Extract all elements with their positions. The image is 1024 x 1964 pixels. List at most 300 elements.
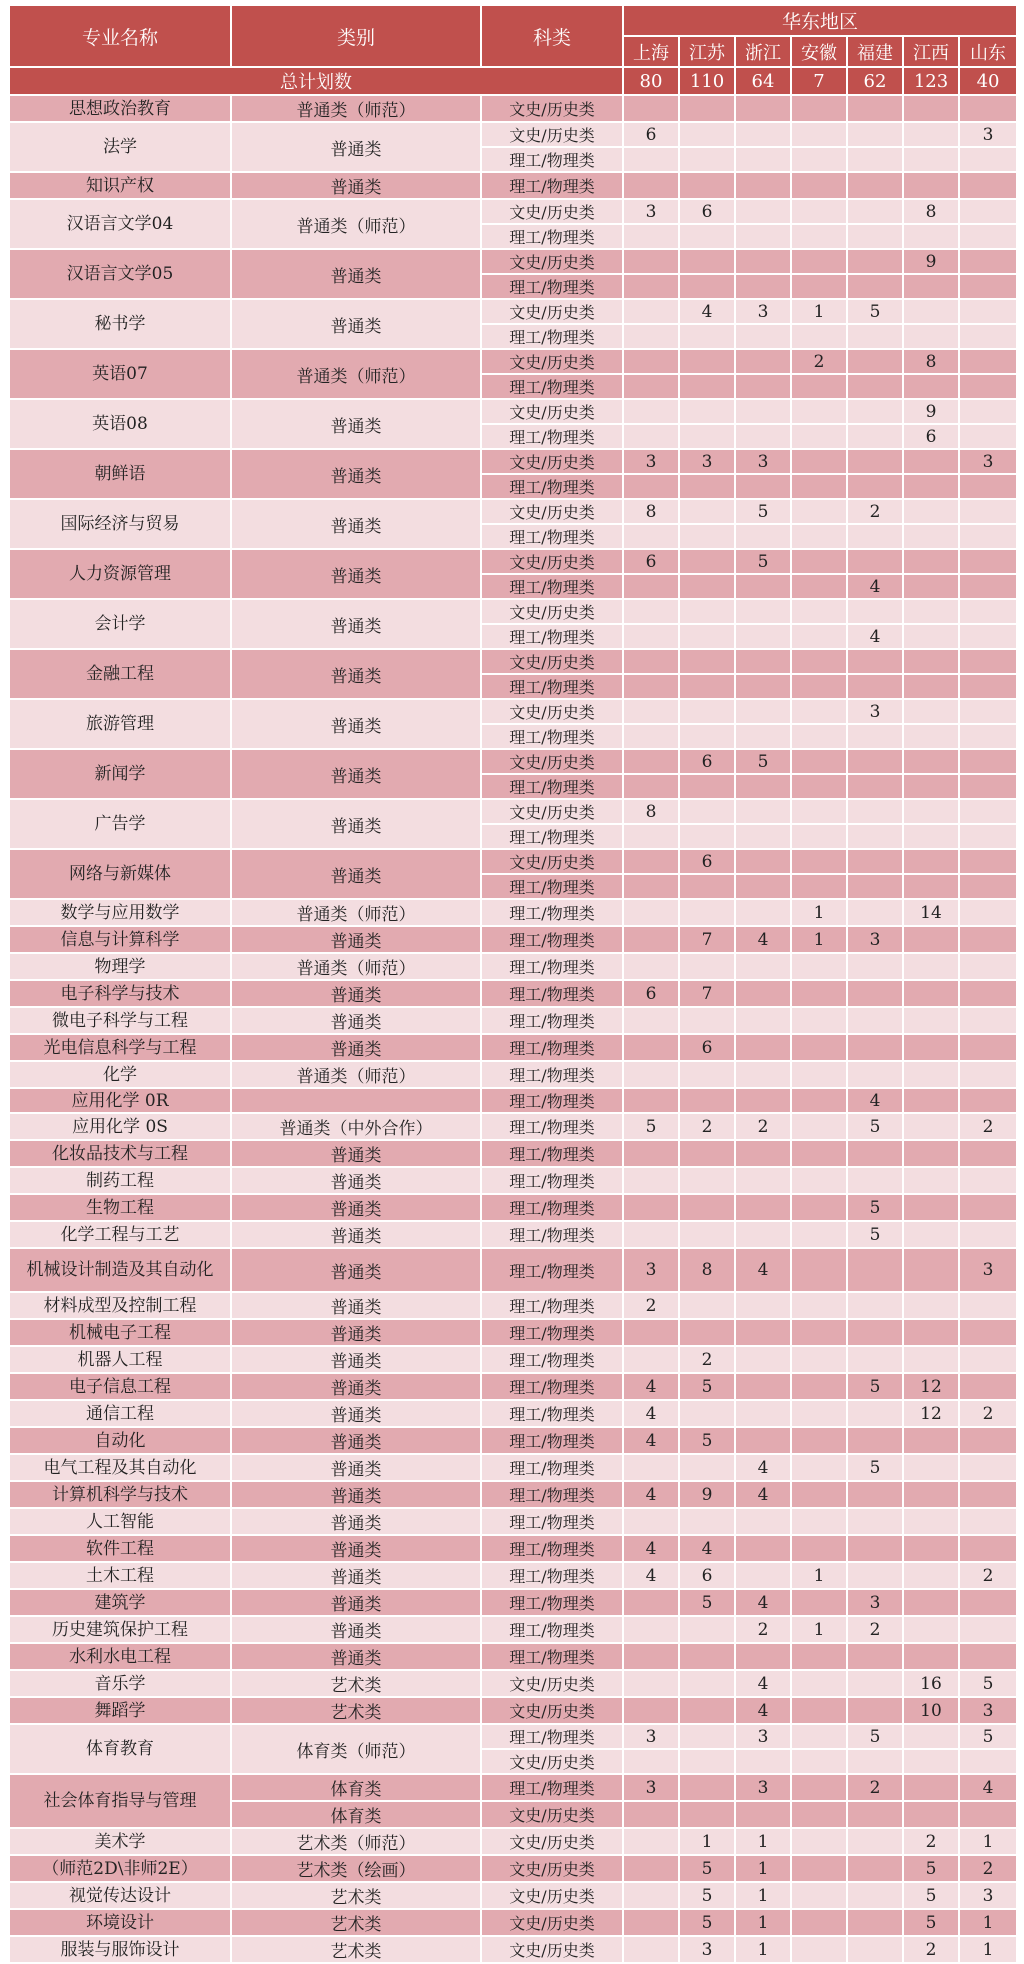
plan-count (679, 1724, 735, 1749)
plan-count (847, 774, 903, 799)
plan-count (679, 172, 735, 199)
plan-count (903, 1221, 959, 1248)
plan-count: 7 (679, 980, 735, 1007)
plan-count (623, 424, 679, 449)
plan-count (791, 147, 847, 172)
table-row (9, 1481, 1017, 1508)
plan-count (903, 849, 959, 874)
plan-count: 16 (903, 1670, 959, 1697)
table-row (9, 1292, 1017, 1319)
plan-count (791, 874, 847, 899)
table-row (9, 980, 1017, 1007)
plan-count (623, 274, 679, 299)
table-row (9, 926, 1017, 953)
plan-count (791, 1724, 847, 1749)
subject-category: 理工/物理类 (481, 1508, 623, 1535)
plan-count (959, 953, 1017, 980)
subject-category: 理工/物理类 (481, 1061, 623, 1088)
major-category: 普通类 (231, 499, 481, 549)
plan-count (623, 1007, 679, 1034)
table-row (9, 299, 1017, 324)
subject-category: 理工/物理类 (481, 1221, 623, 1248)
major-category: 普通类 (231, 980, 481, 1007)
subject-category: 文史/历史类 (481, 1909, 623, 1936)
plan-count: 4 (847, 1088, 903, 1113)
plan-count (735, 874, 791, 899)
plan-count (735, 424, 791, 449)
plan-count (903, 1007, 959, 1034)
plan-count (847, 95, 903, 122)
major-category: 普通类 (231, 1643, 481, 1670)
plan-count (735, 172, 791, 199)
table-row (9, 1400, 1017, 1427)
table-row (9, 172, 1017, 199)
plan-count (735, 899, 791, 926)
plan-count: 1 (959, 1936, 1017, 1963)
plan-count (903, 1749, 959, 1774)
header-province: 江苏 (679, 36, 735, 67)
plan-count: 5 (735, 549, 791, 574)
total-plan-value: 110 (679, 67, 735, 95)
plan-count (903, 1346, 959, 1373)
major-name: 水利水电工程 (9, 1643, 231, 1670)
total-plan-value: 80 (623, 67, 679, 95)
subject-category: 理工/物理类 (481, 1400, 623, 1427)
plan-count (847, 399, 903, 424)
plan-count (903, 1774, 959, 1801)
major-category: 普通类 (231, 1319, 481, 1346)
plan-count (847, 549, 903, 574)
enrollment-plan-table-wrapper (8, 4, 1016, 1964)
subject-category: 文史/历史类 (481, 849, 623, 874)
plan-count (623, 749, 679, 774)
plan-count (735, 474, 791, 499)
plan-count (959, 1616, 1017, 1643)
plan-count (903, 95, 959, 122)
table-row (9, 399, 1017, 424)
subject-category: 理工/物理类 (481, 1034, 623, 1061)
major-name: （师范2D\非师2E） (9, 1855, 231, 1882)
subject-category: 文史/历史类 (481, 649, 623, 674)
plan-count (679, 324, 735, 349)
plan-count: 4 (735, 1697, 791, 1724)
plan-count: 4 (623, 1535, 679, 1562)
plan-count (735, 824, 791, 849)
major-category: 普通类 (231, 1140, 481, 1167)
plan-count (959, 147, 1017, 172)
plan-count (623, 374, 679, 399)
plan-count (623, 1061, 679, 1088)
plan-count: 6 (679, 849, 735, 874)
plan-count (791, 1508, 847, 1535)
plan-count (735, 1373, 791, 1400)
plan-count (903, 699, 959, 724)
plan-count (959, 1034, 1017, 1061)
plan-count (735, 649, 791, 674)
subject-category: 理工/物理类 (481, 899, 623, 926)
table-row (9, 95, 1017, 122)
subject-category: 理工/物理类 (481, 774, 623, 799)
plan-count (679, 649, 735, 674)
subject-category: 理工/物理类 (481, 1643, 623, 1670)
plan-count: 8 (623, 799, 679, 824)
plan-count (847, 1481, 903, 1508)
plan-count (791, 849, 847, 874)
plan-count: 5 (679, 1855, 735, 1882)
major-category: 普通类（师范） (231, 953, 481, 980)
major-category: 普通类 (231, 1167, 481, 1194)
plan-count (847, 1801, 903, 1828)
plan-count (735, 1007, 791, 1034)
table-row (9, 122, 1017, 147)
plan-count (679, 249, 735, 274)
plan-count (623, 299, 679, 324)
plan-count: 4 (735, 1670, 791, 1697)
major-category: 普通类 (231, 1373, 481, 1400)
major-name: 体育教育 (9, 1724, 231, 1774)
plan-count (903, 1616, 959, 1643)
plan-count (903, 1535, 959, 1562)
plan-count: 2 (959, 1400, 1017, 1427)
major-name: 通信工程 (9, 1400, 231, 1427)
table-row (9, 1454, 1017, 1481)
plan-count (791, 1697, 847, 1724)
major-category: 体育类 (231, 1774, 481, 1801)
plan-count (847, 249, 903, 274)
major-category: 普通类 (231, 549, 481, 599)
plan-count (847, 1909, 903, 1936)
plan-count (623, 399, 679, 424)
table-row (9, 499, 1017, 524)
plan-count (679, 699, 735, 724)
major-name: 环境设计 (9, 1909, 231, 1936)
major-category: 普通类 (231, 449, 481, 499)
plan-count: 1 (791, 1562, 847, 1589)
major-category: 普通类 (231, 1427, 481, 1454)
plan-count: 7 (679, 926, 735, 953)
plan-count (623, 624, 679, 649)
plan-count (623, 172, 679, 199)
plan-count (735, 147, 791, 172)
plan-count (959, 849, 1017, 874)
subject-category: 理工/物理类 (481, 1346, 623, 1373)
plan-count (903, 499, 959, 524)
major-category: 普通类 (231, 122, 481, 172)
enrollment-plan-body (9, 95, 1017, 1963)
plan-count (791, 1909, 847, 1936)
subject-category: 文史/历史类 (481, 499, 623, 524)
table-row (9, 1319, 1017, 1346)
plan-count (959, 899, 1017, 926)
plan-count (679, 122, 735, 147)
subject-category: 理工/物理类 (481, 824, 623, 849)
plan-count (959, 1454, 1017, 1481)
plan-count (679, 95, 735, 122)
plan-count (623, 926, 679, 953)
plan-count (791, 424, 847, 449)
plan-count (791, 474, 847, 499)
plan-count (959, 1007, 1017, 1034)
plan-count: 12 (903, 1373, 959, 1400)
plan-count (959, 699, 1017, 724)
table-row (9, 1643, 1017, 1670)
plan-count (623, 349, 679, 374)
plan-count (679, 1454, 735, 1481)
subject-category: 文史/历史类 (481, 122, 623, 147)
plan-count: 2 (847, 1616, 903, 1643)
plan-count (791, 799, 847, 824)
plan-count (623, 1167, 679, 1194)
header-major: 专业名称 (9, 5, 231, 67)
plan-count: 10 (903, 1697, 959, 1724)
plan-count (959, 1167, 1017, 1194)
plan-count (903, 474, 959, 499)
plan-count (679, 1774, 735, 1801)
plan-count (903, 1427, 959, 1454)
plan-count: 6 (679, 749, 735, 774)
plan-count (903, 724, 959, 749)
table-row (9, 549, 1017, 574)
plan-count (959, 1801, 1017, 1828)
major-name: 机器人工程 (9, 1346, 231, 1373)
plan-count (903, 172, 959, 199)
plan-count: 1 (735, 1936, 791, 1963)
plan-count: 2 (903, 1936, 959, 1963)
plan-count (847, 899, 903, 926)
plan-count: 3 (959, 449, 1017, 474)
plan-count (623, 95, 679, 122)
plan-count (959, 749, 1017, 774)
plan-count (847, 1167, 903, 1194)
plan-count: 2 (959, 1855, 1017, 1882)
table-row (9, 1828, 1017, 1855)
plan-count (959, 1535, 1017, 1562)
plan-count: 2 (623, 1292, 679, 1319)
plan-count: 3 (847, 1589, 903, 1616)
plan-count (679, 1292, 735, 1319)
major-category (231, 1088, 481, 1113)
plan-count (623, 724, 679, 749)
plan-count (623, 1508, 679, 1535)
major-name: 材料成型及控制工程 (9, 1292, 231, 1319)
plan-count (735, 980, 791, 1007)
plan-count (903, 524, 959, 549)
plan-count: 6 (903, 424, 959, 449)
plan-count (959, 172, 1017, 199)
table-row (9, 699, 1017, 724)
major-name: 电子科学与技术 (9, 980, 231, 1007)
subject-category: 理工/物理类 (481, 574, 623, 599)
plan-count (679, 674, 735, 699)
plan-count (847, 1643, 903, 1670)
plan-count (903, 674, 959, 699)
plan-count (735, 95, 791, 122)
plan-count (791, 1936, 847, 1963)
plan-count (679, 1319, 735, 1346)
plan-count (623, 674, 679, 699)
plan-count (791, 1670, 847, 1697)
plan-count (791, 524, 847, 549)
table-row (9, 199, 1017, 224)
plan-count: 3 (735, 1774, 791, 1801)
plan-count (959, 1481, 1017, 1508)
table-row (9, 1427, 1017, 1454)
plan-count (791, 1061, 847, 1088)
plan-count (959, 299, 1017, 324)
plan-count (959, 926, 1017, 953)
plan-count (679, 399, 735, 424)
major-category: 普通类 (231, 1007, 481, 1034)
plan-count (959, 774, 1017, 799)
plan-count (959, 349, 1017, 374)
header-province: 浙江 (735, 36, 791, 67)
plan-count (903, 122, 959, 147)
plan-count (959, 524, 1017, 549)
header-province: 上海 (623, 36, 679, 67)
plan-count (903, 953, 959, 980)
plan-count (735, 1319, 791, 1346)
major-name: 旅游管理 (9, 699, 231, 749)
plan-count (847, 724, 903, 749)
plan-count (847, 799, 903, 824)
major-name: 光电信息科学与工程 (9, 1034, 231, 1061)
plan-count (679, 524, 735, 549)
plan-count (623, 599, 679, 624)
plan-count (959, 624, 1017, 649)
plan-count (847, 599, 903, 624)
plan-count (623, 1801, 679, 1828)
subject-category: 文史/历史类 (481, 349, 623, 374)
major-name: 化学工程与工艺 (9, 1221, 231, 1248)
subject-category: 理工/物理类 (481, 953, 623, 980)
plan-count (735, 1140, 791, 1167)
plan-count (959, 799, 1017, 824)
table-row (9, 749, 1017, 774)
plan-count (847, 1749, 903, 1774)
plan-count (903, 449, 959, 474)
subject-category: 理工/物理类 (481, 926, 623, 953)
plan-count (847, 324, 903, 349)
table-row (9, 1616, 1017, 1643)
plan-count (847, 674, 903, 699)
plan-count (847, 349, 903, 374)
plan-count (903, 224, 959, 249)
table-row (9, 649, 1017, 674)
plan-count (903, 649, 959, 674)
plan-count (679, 799, 735, 824)
enrollment-plan-table (8, 4, 1018, 1964)
plan-count (791, 1882, 847, 1909)
plan-count: 5 (679, 1373, 735, 1400)
plan-count (903, 1801, 959, 1828)
table-row (9, 1589, 1017, 1616)
plan-count (847, 1140, 903, 1167)
major-category: 普通类 (231, 1508, 481, 1535)
subject-category: 文史/历史类 (481, 1936, 623, 1963)
plan-count (791, 1140, 847, 1167)
plan-count (679, 599, 735, 624)
plan-count (903, 749, 959, 774)
major-category: 普通类 (231, 399, 481, 449)
plan-count: 5 (679, 1589, 735, 1616)
plan-count: 4 (623, 1373, 679, 1400)
plan-count: 5 (847, 1724, 903, 1749)
plan-count (903, 1088, 959, 1113)
plan-count (847, 1427, 903, 1454)
table-row (9, 1034, 1017, 1061)
plan-count (847, 1828, 903, 1855)
plan-count (903, 1481, 959, 1508)
major-name: 秘书学 (9, 299, 231, 349)
plan-count (959, 399, 1017, 424)
subject-category: 文史/历史类 (481, 699, 623, 724)
plan-count: 5 (959, 1670, 1017, 1697)
subject-category: 理工/物理类 (481, 1319, 623, 1346)
table-row (9, 849, 1017, 874)
plan-count (847, 980, 903, 1007)
subject-category: 理工/物理类 (481, 524, 623, 549)
plan-count (791, 774, 847, 799)
table-row (9, 1535, 1017, 1562)
plan-count (959, 824, 1017, 849)
plan-count (959, 374, 1017, 399)
major-name: 化妆品技术与工程 (9, 1140, 231, 1167)
plan-count (791, 449, 847, 474)
table-row (9, 1088, 1017, 1113)
major-name: 网络与新媒体 (9, 849, 231, 899)
plan-count: 1 (791, 1616, 847, 1643)
table-row (9, 1061, 1017, 1088)
plan-count: 5 (903, 1882, 959, 1909)
plan-count (791, 1194, 847, 1221)
plan-count (735, 1400, 791, 1427)
plan-count (847, 1535, 903, 1562)
subject-category: 理工/物理类 (481, 274, 623, 299)
plan-count (735, 374, 791, 399)
major-name: 建筑学 (9, 1589, 231, 1616)
plan-count: 2 (847, 499, 903, 524)
subject-category: 理工/物理类 (481, 1454, 623, 1481)
major-name: 服装与服饰设计 (9, 1936, 231, 1963)
major-category: 普通类（师范） (231, 349, 481, 399)
plan-count: 5 (679, 1427, 735, 1454)
table-row (9, 1774, 1017, 1801)
plan-count (623, 1909, 679, 1936)
plan-count: 1 (791, 299, 847, 324)
table-row (9, 1562, 1017, 1589)
plan-count (791, 324, 847, 349)
plan-count (959, 874, 1017, 899)
table-row (9, 1140, 1017, 1167)
plan-count (847, 474, 903, 499)
plan-count (679, 1749, 735, 1774)
major-name: 人工智能 (9, 1508, 231, 1535)
major-category: 普通类 (231, 926, 481, 953)
plan-count (791, 1801, 847, 1828)
plan-count (735, 274, 791, 299)
total-plan-value: 123 (903, 67, 959, 95)
plan-count (903, 549, 959, 574)
plan-count: 4 (623, 1562, 679, 1589)
plan-count: 8 (903, 199, 959, 224)
subject-category: 文史/历史类 (481, 749, 623, 774)
plan-count (735, 1088, 791, 1113)
subject-category: 理工/物理类 (481, 1088, 623, 1113)
plan-count (679, 224, 735, 249)
subject-category: 文史/历史类 (481, 399, 623, 424)
major-category: 普通类 (231, 799, 481, 849)
plan-count (623, 474, 679, 499)
